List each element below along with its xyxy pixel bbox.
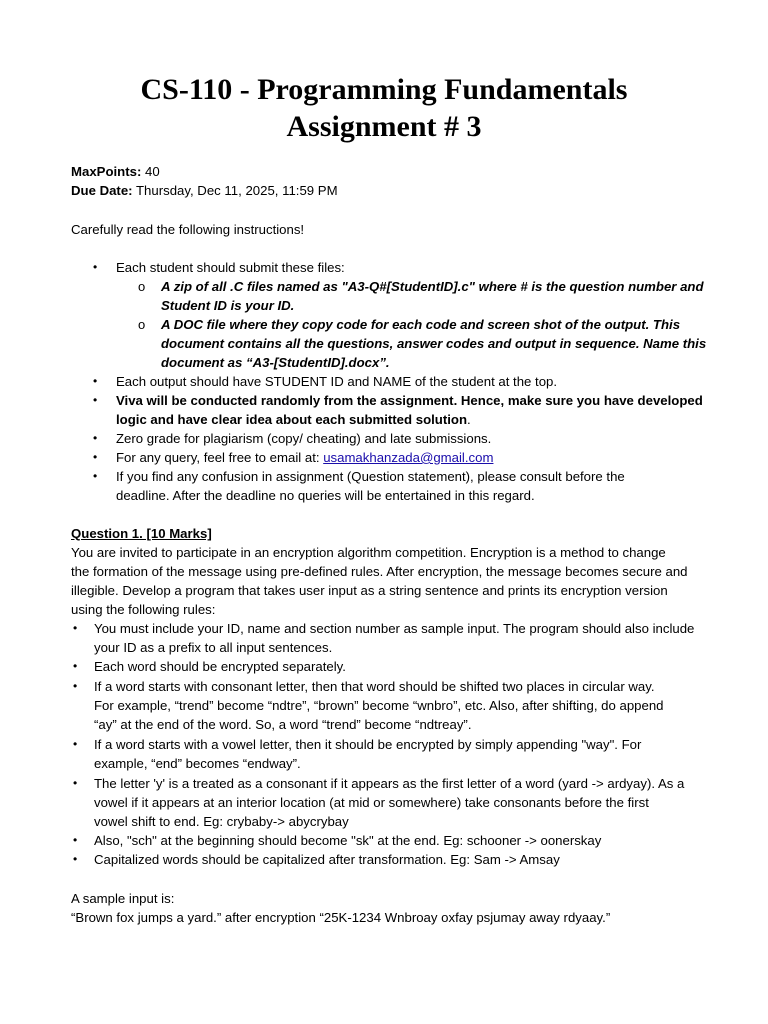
confusion-item-line1: If you find any confusion in assignment (Question statement), please consult before the [116,469,625,484]
due-date [71,181,338,200]
rule5-line3: vowel shift to end. Eg: crybaby-> abycrybay [94,814,349,829]
question1-para-line3: illegible. Develop a program that takes user input as a string sentence and prints its encryption version [71,583,668,598]
sample-input-label: A sample input is: [71,891,175,906]
open-bullet-icon: o [138,317,146,332]
rule4-line1: If a word starts with a vowel letter, then it should be encrypted by simply appending "way". For [94,737,642,752]
zip-file-item-line2: Student ID is your ID. [161,298,295,313]
confusion-item-line2: deadline. After the deadline no queries will be entertained in this regard. [116,488,535,503]
submit-files-item: Each student should submit these files: [116,260,345,275]
question1-para-line4: using the following rules: [71,602,216,617]
question1-para-line1: You are invited to participate in an encryption algorithm competition. Encryption is a method to change [71,545,666,560]
rule2: Each word should be encrypted separately. [94,659,346,674]
rule3-line2: For example, “trend” become “ndtre”, “brown” become “wnbro”, etc. Also, after shifting, do append [94,698,664,713]
bullet-icon: • [73,852,78,866]
viva-item-line2 [116,410,471,429]
rule3-line3: “ay” at the end of the word. So, a word “trend” become “ndtreay”. [94,717,472,732]
max-points-value: 40 [141,164,160,179]
plagiarism-item: Zero grade for plagiarism (copy/ cheating) and late submissions. [116,431,492,446]
sample-input-text: “Brown fox jumps a yard.” after encryption “25K-1234 Wnbroay oxfay psjumay away rdyaay.” [71,910,611,925]
question1-heading: Question 1. [10 Marks] [71,526,212,541]
doc-file-item-line1: A DOC file where they copy code for each code and screen shot of the output. This [161,317,681,332]
viva-item-line2-end: . [467,412,471,427]
max-points [71,162,160,181]
viva-item-line1: Viva will be conducted randomly from the assignment. Hence, make sure you have developed [116,393,703,408]
bullet-icon: • [93,450,98,464]
bullet-icon: • [93,260,98,274]
rule1-line2: your ID as a prefix to all input sentences. [94,640,333,655]
bullet-icon: • [93,431,98,445]
bullet-icon: • [93,393,98,407]
bullet-icon: • [73,679,78,693]
rule7: Capitalized words should be capitalized after transformation. Eg: Sam -> Amsay [94,852,560,867]
bullet-icon: • [73,737,78,751]
due-date-value: Thursday, Dec 11, 2025, 11:59 PM [132,183,338,198]
viva-item-line2-text: logic and have clear idea about each submitted solution [116,412,468,427]
email-link[interactable]: usamakhanzada@gmail.com [323,450,494,465]
rule3-line1: If a word starts with consonant letter, then that word should be shifted two places in circular way. [94,679,655,694]
doc-file-item-line3: document as “A3-[StudentID].docx”. [161,355,390,370]
open-bullet-icon: o [138,279,146,294]
page-title-line1: CS-110 - Programming Fundamentals [140,73,628,106]
rule1-line1: You must include your ID, name and section number as sample input. The program should also include [94,621,695,636]
due-date-label: Due Date: [71,183,133,198]
rule5-line1: The letter 'y' is a treated as a consonant if it appears as the first letter of a word (yard -> ardyay). As a [94,776,685,791]
question1-para-line2: the formation of the message using pre-defined rules. After encryption, the message becomes secure and [71,564,688,579]
output-header-item: Each output should have STUDENT ID and NAME of the student at the top. [116,374,558,389]
bullet-icon: • [73,659,78,673]
bullet-icon: • [73,776,78,790]
bullet-icon: • [73,621,78,635]
rule4-line2: example, “end” becomes “endway”. [94,756,301,771]
bullet-icon: • [73,833,78,847]
bullet-icon: • [93,469,98,483]
rule5-line2: vowel if it appears at an interior location (at mid or somewhere) take consonants before the first [94,795,649,810]
zip-file-item-line1: A zip of all .C files named as "A3-Q#[StudentID].c" where # is the question number and [161,279,704,294]
doc-file-item-line2: document contains all the questions, answer codes and output in sequence. Name this [161,336,707,351]
bullet-icon: • [93,374,98,388]
rule6: Also, "sch" at the beginning should become "sk" at the end. Eg: schooner -> oonerskay [94,833,602,848]
query-text: For any query, feel free to email at: [116,450,324,465]
max-points-label: MaxPoints: [71,164,142,179]
page-title-line2: Assignment # 3 [286,110,482,143]
query-item [116,448,493,467]
instructions-intro: Carefully read the following instructions! [71,222,305,237]
